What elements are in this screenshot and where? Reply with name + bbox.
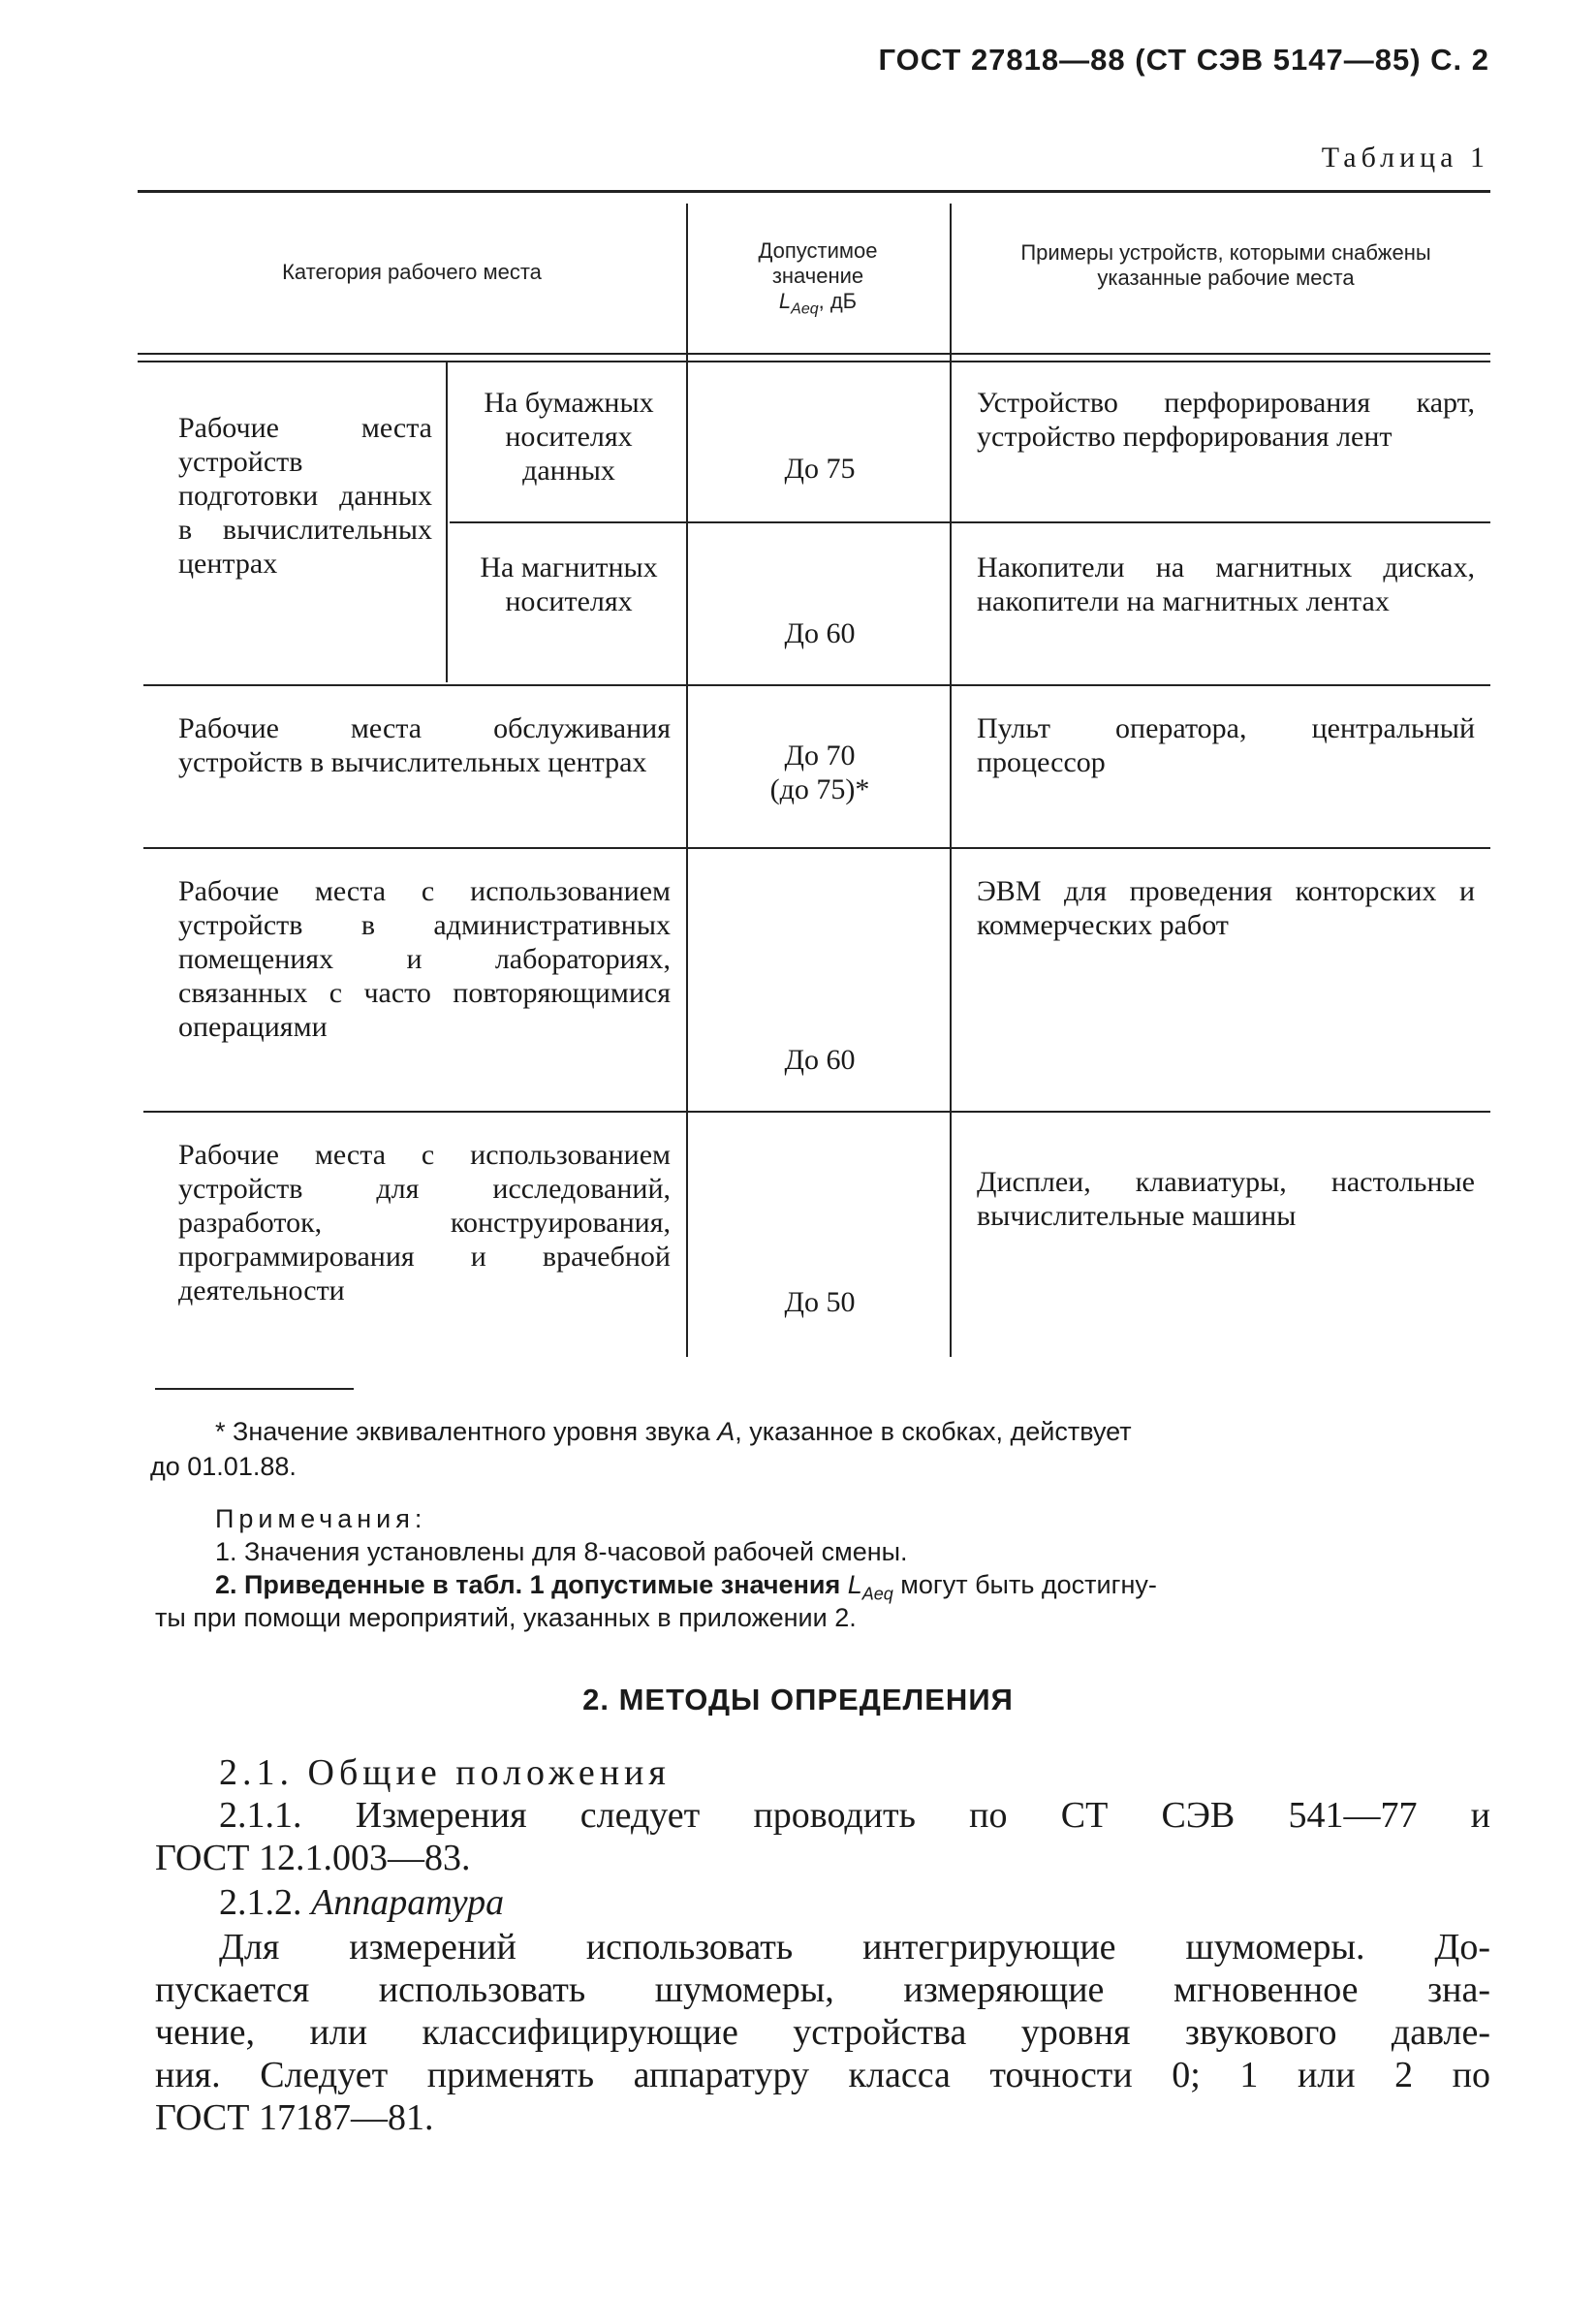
note2-text-a: 2. Приведенные в табл. 1 допустимые значения	[215, 1570, 848, 1599]
row1-sub2-examples: Накопители на магнитных дисках, накопители на магнитных лентах	[977, 551, 1475, 617]
col-header-value-line1: Допустимое	[758, 238, 878, 263]
page-header: ГОСТ 27818—88 (СТ СЭВ 5147—85) С. 2	[878, 43, 1489, 77]
footnote-text-a: * Значение эквивалентного уровня звука	[215, 1417, 718, 1446]
value-sub: Aeq	[791, 300, 819, 318]
row4-examples: Дисплеи, клавиатуры, настольные вычислительные машины	[977, 1166, 1475, 1232]
para-2-1-2-heading	[219, 1882, 1554, 1923]
note-item-2-line2: ты при помощи мероприятий, указанных в приложении 2.	[155, 1603, 857, 1632]
col-header-examples: Примеры устройств, которыми снабжены указанные рабочие места	[1020, 240, 1431, 290]
value-symbol: L	[778, 289, 792, 313]
para-2-1-1-line2: ГОСТ 12.1.003—83.	[155, 1838, 471, 1878]
row1-sub2-value: До 60	[784, 617, 856, 649]
row-divider-2	[143, 847, 1490, 849]
note2-symbol: L	[847, 1570, 862, 1599]
row1-sub1-value: До 75	[784, 453, 856, 485]
para-2-1-2-title: Аппаратура	[311, 1882, 505, 1923]
col-header-value-line2: значение	[771, 264, 864, 288]
row-divider-3	[143, 1111, 1490, 1113]
row-divider-1	[143, 684, 1490, 686]
row4-value: До 50	[784, 1286, 856, 1318]
row1-sub1-examples: Устройство перфорирования карт, устройство перфорирования лент	[977, 387, 1475, 453]
row3-category: Рабочие места с использованием устройств в административных помещениях и лабораториях, связанных с часто повторяющимися операциями	[178, 875, 671, 1043]
subcol-divider	[446, 362, 448, 682]
col-header-value-symbol	[686, 289, 950, 322]
row1-sub1-label: На бумажных носителях данных	[484, 387, 654, 487]
para-apparatus-line4: ния. Следует применять аппаратуру класса точности 0; 1 или 2 по	[155, 2055, 1490, 2095]
note-item-1: 1. Значения установлены для 8-часовой рабочей смены.	[215, 1537, 908, 1566]
col-divider-1	[686, 204, 688, 1357]
footnote-line2: до 01.01.88.	[150, 1452, 297, 1481]
header-rule-b	[138, 361, 1490, 362]
para-apparatus-line1: Для измерений использовать интегрирующие шумомеры. До-	[219, 1927, 1490, 1967]
table-caption: Таблица 1	[1321, 142, 1489, 173]
row2-value	[690, 739, 950, 806]
col-header-category: Категория рабочего места	[282, 260, 542, 284]
row2-value-note: (до 75)*	[769, 773, 870, 805]
note2-text-b: могут быть достигну-	[892, 1570, 1157, 1599]
para-2-1-2-num: 2.1.2.	[219, 1882, 311, 1923]
row3-value: До 60	[784, 1044, 856, 1076]
para-apparatus-line3: чение, или классифицирующие устройства уровня звукового давле-	[155, 2012, 1490, 2053]
para-apparatus-line5: ГОСТ 17187—81.	[155, 2097, 434, 2138]
section-title: 2. МЕТОДЫ ОПРЕДЕЛЕНИЯ	[582, 1683, 1014, 1716]
notes-title: Примечания:	[215, 1504, 427, 1533]
row1-category: Рабочие места устройств подготовки данных в вычислительных центрах	[178, 412, 432, 580]
row4-category: Рабочие места с использованием устройств для исследований, разработок, конструирования, программирования и врачебной деятельности	[178, 1139, 671, 1306]
footnote-rule	[155, 1388, 354, 1390]
footnote-text-b: , указанное в скобках, действует	[735, 1417, 1132, 1446]
note2-sub: Aeq	[861, 1584, 893, 1604]
footnote-symbol: A	[717, 1417, 735, 1446]
row2-category: Рабочие места обслуживания устройств в вычислительных центрах	[178, 712, 671, 778]
table-top-rule	[138, 190, 1490, 193]
para-2-1-1-line1: 2.1.1. Измерения следует проводить по СТ СЭВ 541—77 и	[219, 1795, 1490, 1836]
col-divider-2	[950, 204, 952, 1357]
subsection-general: 2.1. Общие положения	[219, 1752, 671, 1793]
para-apparatus-line2: пускается использовать шумомеры, измеряющие мгновенное зна-	[155, 1969, 1490, 2010]
row2-examples: Пульт оператора, центральный процессор	[977, 712, 1475, 778]
row1-sub2-label: На магнитных носителях	[480, 551, 658, 617]
header-rule-a	[138, 353, 1490, 355]
row2-value-main: До 70	[784, 740, 856, 771]
value-unit: , дБ	[818, 289, 858, 313]
footnote-line1	[215, 1415, 1490, 1448]
row3-examples: ЭВМ для проведения конторских и коммерческих работ	[977, 875, 1475, 941]
col-header-value	[686, 238, 950, 322]
subrow-divider	[450, 521, 1490, 523]
norm-table	[138, 190, 1490, 1353]
